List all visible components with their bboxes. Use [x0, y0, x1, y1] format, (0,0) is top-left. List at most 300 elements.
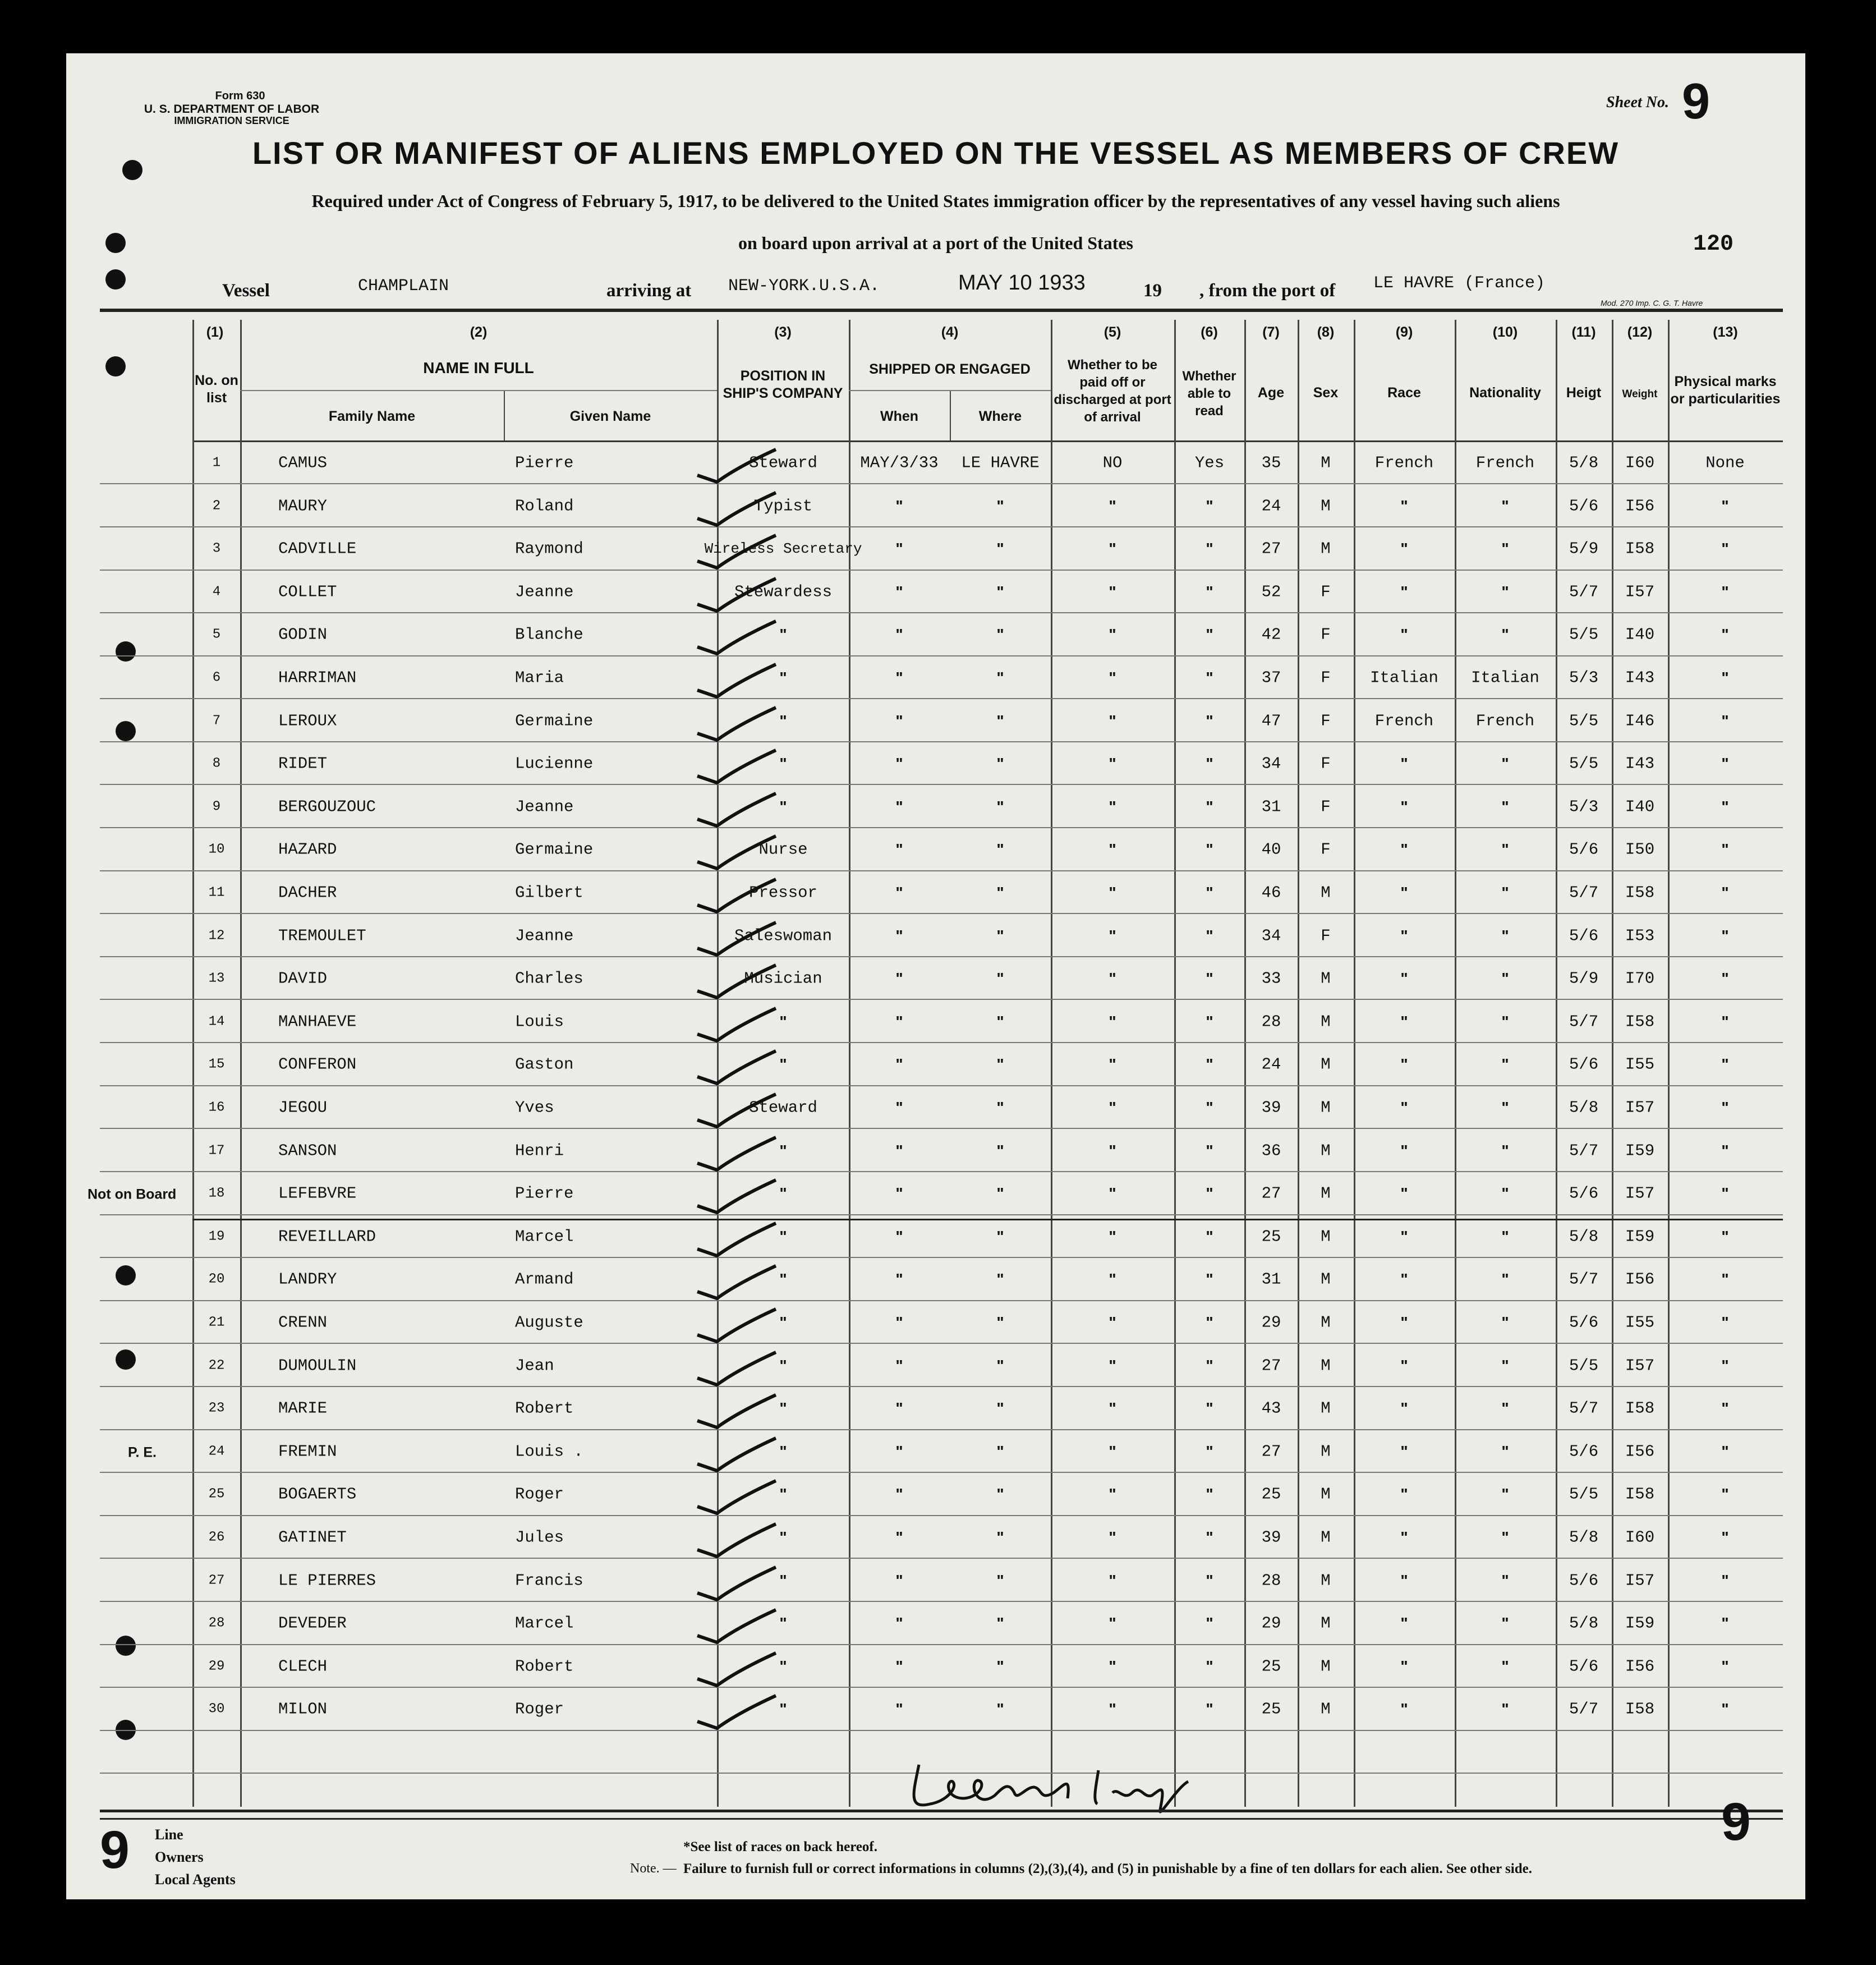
race: "	[1400, 1228, 1408, 1245]
nationality: "	[1501, 1700, 1509, 1718]
family-name: COLLET	[278, 582, 337, 602]
given-name: Jules	[515, 1528, 564, 1547]
col-family-name: Family Name	[328, 408, 416, 424]
weight: I53	[1625, 926, 1655, 945]
weight: I59	[1625, 1614, 1655, 1633]
col-marks: Physical marks or particularities	[1670, 374, 1781, 407]
paid-off: "	[1109, 1314, 1116, 1331]
punch-hole	[105, 356, 126, 377]
physical-marks: "	[1721, 1700, 1729, 1718]
height: 5/8	[1569, 1614, 1599, 1633]
family-name: MANHAEVE	[278, 1012, 357, 1031]
given-name: Jeanne	[515, 797, 574, 816]
row-number: 3	[212, 541, 221, 557]
col-sex: Sex	[1313, 385, 1339, 401]
shipped-when: "	[895, 1314, 903, 1331]
local-agents-label: Local Agents	[155, 1871, 236, 1888]
check-mark	[695, 1264, 779, 1303]
shipped-when: "	[895, 712, 903, 729]
row-rule	[100, 827, 1783, 828]
row-rule	[100, 741, 1783, 742]
col-8-number: (8)	[1317, 324, 1335, 340]
shipped-where: "	[996, 1658, 1004, 1675]
note-label: Note. —	[630, 1861, 677, 1876]
col-name-in-full: NAME IN FULL	[423, 359, 534, 377]
shipped-where: "	[996, 841, 1004, 858]
row-rule	[100, 698, 1783, 699]
form-number: Form 630	[215, 90, 265, 102]
nationality: "	[1501, 1314, 1509, 1331]
check-mark	[695, 1178, 779, 1217]
physical-marks: "	[1721, 1055, 1729, 1073]
age: 25	[1261, 1657, 1281, 1676]
age: 37	[1261, 668, 1281, 687]
race: French	[1374, 711, 1434, 731]
family-name: DAVID	[278, 969, 328, 988]
weight: I60	[1625, 453, 1655, 472]
able-to-read: "	[1206, 1658, 1213, 1675]
weight: I46	[1625, 711, 1655, 731]
shipped-where: "	[996, 1357, 1004, 1374]
age: 40	[1261, 840, 1281, 859]
able-to-read: "	[1206, 1142, 1213, 1159]
physical-marks: "	[1721, 927, 1729, 944]
shipped-when: MAY/3/33	[860, 453, 939, 472]
sheet-mark-left: 9	[100, 1820, 130, 1880]
row-number: 1	[212, 455, 221, 471]
sex: M	[1321, 1700, 1331, 1719]
family-name: FREMIN	[278, 1442, 337, 1461]
physical-marks: "	[1721, 626, 1729, 643]
check-mark	[695, 1608, 779, 1647]
shipped-where: "	[996, 1013, 1004, 1030]
shipped-where: "	[996, 1700, 1004, 1718]
check-mark	[695, 576, 779, 616]
col-9-number: (9)	[1395, 324, 1413, 340]
shipped-when: "	[895, 1658, 903, 1675]
shipped-when: "	[895, 1443, 903, 1460]
shipped-where: "	[996, 1528, 1004, 1546]
col-age: Age	[1257, 385, 1285, 401]
shipped-where: "	[996, 884, 1004, 901]
given-name: Gilbert	[515, 883, 583, 902]
sex: M	[1321, 539, 1331, 558]
age: 31	[1261, 1270, 1281, 1289]
sex: M	[1321, 1657, 1331, 1676]
sex: M	[1321, 1313, 1331, 1332]
race: "	[1400, 884, 1408, 901]
footer-rule-2	[100, 1818, 1783, 1820]
able-to-read: "	[1206, 1700, 1213, 1718]
col-10-number: (10)	[1492, 324, 1518, 340]
nationality: French	[1475, 453, 1535, 472]
able-to-read: Yes	[1194, 453, 1225, 472]
race: "	[1400, 927, 1408, 944]
owners-label: Owners	[155, 1849, 204, 1865]
weight: I58	[1625, 1700, 1655, 1719]
column-divider	[1298, 320, 1299, 1807]
col-where: Where	[978, 408, 1022, 424]
paid-off: "	[1109, 1443, 1116, 1460]
family-name: LEFEBVRE	[278, 1184, 357, 1203]
age: 27	[1261, 1442, 1281, 1461]
given-name: Robert	[515, 1399, 574, 1418]
able-to-read: "	[1206, 1270, 1213, 1288]
col-6-number: (6)	[1201, 324, 1218, 340]
position: "	[779, 1528, 787, 1546]
check-mark	[695, 748, 779, 787]
age: 25	[1261, 1485, 1281, 1504]
position: "	[779, 1658, 787, 1675]
age: 52	[1261, 582, 1281, 602]
paid-off: "	[1109, 583, 1116, 600]
race: "	[1400, 1314, 1408, 1331]
weight: I58	[1625, 1399, 1655, 1418]
subheader-rule	[240, 390, 717, 391]
row-rule	[100, 1472, 1783, 1473]
position: "	[779, 1013, 787, 1030]
position: "	[779, 1270, 787, 1288]
row-number: 24	[208, 1444, 225, 1459]
family-name: RIDET	[278, 754, 328, 773]
weight: I57	[1625, 1184, 1655, 1203]
shipped-where: "	[996, 798, 1004, 815]
row-number: 29	[208, 1659, 225, 1674]
given-name: Marcel	[515, 1227, 574, 1246]
nationality: Italian	[1471, 668, 1539, 687]
row-rule	[100, 655, 1783, 656]
check-mark	[695, 705, 779, 745]
weight: I40	[1625, 797, 1655, 816]
sheet-number: 9	[1682, 74, 1711, 130]
sex: F	[1321, 840, 1331, 859]
family-name: TREMOULET	[278, 926, 366, 945]
shipped-where: "	[996, 970, 1004, 987]
position: "	[779, 1614, 787, 1632]
year-label: 19	[1143, 281, 1162, 301]
height: 5/7	[1569, 1399, 1599, 1418]
weight: I57	[1625, 1356, 1655, 1375]
shipped-where: "	[996, 712, 1004, 729]
able-to-read: "	[1206, 712, 1213, 729]
weight: I58	[1625, 1485, 1655, 1504]
shipped-when: "	[895, 1270, 903, 1288]
row-rule	[100, 784, 1783, 785]
age: 28	[1261, 1012, 1281, 1031]
nationality: "	[1501, 1357, 1509, 1374]
shipped-when: "	[895, 1184, 903, 1202]
row-rule	[100, 870, 1783, 871]
shipped-when: "	[895, 1399, 903, 1417]
row-number: 8	[212, 756, 221, 772]
age: 35	[1261, 453, 1281, 472]
paid-off: "	[1109, 1614, 1116, 1632]
able-to-read: "	[1206, 927, 1213, 944]
punch-hole	[116, 1636, 136, 1656]
shipped-where: "	[996, 1270, 1004, 1288]
paid-off: "	[1109, 497, 1116, 515]
weight: I57	[1625, 582, 1655, 602]
age: 28	[1261, 1571, 1281, 1590]
paid-off: "	[1109, 1528, 1116, 1546]
able-to-read: "	[1206, 1314, 1213, 1331]
height: 5/6	[1569, 1571, 1599, 1590]
shipped-where: "	[996, 927, 1004, 944]
check-mark	[695, 1221, 779, 1260]
nationality: "	[1501, 798, 1509, 815]
paid-off: "	[1109, 669, 1116, 686]
physical-marks: "	[1721, 1142, 1729, 1159]
check-mark	[695, 963, 779, 1002]
family-name: DACHER	[278, 883, 337, 902]
position: Typist	[753, 497, 813, 516]
position: "	[779, 1485, 787, 1503]
race: "	[1400, 626, 1408, 643]
family-name: GATINET	[278, 1528, 347, 1547]
shipped-when: "	[895, 1099, 903, 1116]
race: "	[1400, 798, 1408, 815]
col-height: Heigt	[1566, 385, 1602, 401]
page-number: 120	[1693, 232, 1734, 257]
sex: M	[1321, 1098, 1331, 1117]
given-name: Henri	[515, 1141, 564, 1160]
race: "	[1400, 970, 1408, 987]
shipped-when: "	[895, 798, 903, 815]
check-mark	[695, 619, 779, 658]
able-to-read: "	[1206, 798, 1213, 815]
height: 5/7	[1569, 883, 1599, 902]
row-margin-note: Not on Board	[88, 1186, 177, 1202]
sex: M	[1321, 1270, 1331, 1289]
paid-off: "	[1109, 755, 1116, 772]
paid-off: "	[1109, 1228, 1116, 1245]
family-name: LE PIERRES	[278, 1571, 376, 1590]
given-name: Jean	[515, 1356, 554, 1375]
shipped-where: "	[996, 1142, 1004, 1159]
form-title: LIST OR MANIFEST OF ALIENS EMPLOYED ON THE VESSEL AS MEMBERS OF CREW	[252, 135, 1620, 171]
row-rule	[100, 956, 1783, 957]
family-name: MILON	[278, 1700, 328, 1719]
able-to-read: "	[1206, 1228, 1213, 1245]
height: 5/6	[1569, 926, 1599, 945]
sex: M	[1321, 969, 1331, 988]
shipped-where: "	[996, 1485, 1004, 1503]
physical-marks: "	[1721, 798, 1729, 815]
column-divider	[1354, 320, 1355, 1807]
row-rule	[100, 1515, 1783, 1516]
given-name: Jeanne	[515, 926, 574, 945]
paid-off: "	[1109, 841, 1116, 858]
height: 5/6	[1569, 1184, 1599, 1203]
age: 46	[1261, 883, 1281, 902]
shipped-where: "	[996, 497, 1004, 515]
row-18-strikethrough	[192, 1219, 1783, 1220]
family-name: CLECH	[278, 1657, 328, 1676]
paid-off: "	[1109, 1184, 1116, 1202]
nationality: "	[1501, 497, 1509, 515]
position: "	[779, 798, 787, 815]
physical-marks: "	[1721, 669, 1729, 686]
nationality: "	[1501, 583, 1509, 600]
race: "	[1400, 1700, 1408, 1718]
sex: M	[1321, 883, 1331, 902]
shipped-where: "	[996, 1443, 1004, 1460]
age: 29	[1261, 1313, 1281, 1332]
physical-marks: "	[1721, 1099, 1729, 1116]
row-rule	[100, 1558, 1783, 1559]
paid-off: "	[1109, 1055, 1116, 1073]
shipped-when: "	[895, 1528, 903, 1546]
race: French	[1374, 453, 1434, 472]
height: 5/9	[1569, 969, 1599, 988]
position: "	[779, 669, 787, 686]
weight: I59	[1625, 1141, 1655, 1160]
weight: I56	[1625, 1657, 1655, 1676]
family-name: HARRIMAN	[278, 668, 357, 687]
sex: M	[1321, 453, 1331, 472]
able-to-read: "	[1206, 841, 1213, 858]
check-mark	[695, 1651, 779, 1690]
height: 5/8	[1569, 1528, 1599, 1547]
row-number: 14	[208, 1014, 225, 1030]
col-position: POSITION IN SHIP'S COMPANY	[723, 368, 843, 401]
able-to-read: "	[1206, 1013, 1213, 1030]
shipped-when: "	[895, 1485, 903, 1503]
race: "	[1400, 1099, 1408, 1116]
paid-off: "	[1109, 1399, 1116, 1417]
weight: I56	[1625, 1442, 1655, 1461]
nationality: "	[1501, 540, 1509, 557]
weight: I43	[1625, 668, 1655, 687]
col-5-number: (5)	[1103, 324, 1121, 340]
col-3-number: (3)	[774, 324, 792, 340]
punch-hole	[105, 269, 126, 290]
column-divider	[1455, 320, 1456, 1807]
check-mark	[695, 662, 779, 701]
row-number: 18	[208, 1186, 225, 1201]
row-number: 2	[212, 498, 221, 514]
able-to-read: "	[1206, 1357, 1213, 1374]
manifest-sheet	[66, 53, 1805, 1899]
able-to-read: "	[1206, 755, 1213, 772]
row-rule	[100, 570, 1783, 571]
shipped-where: "	[996, 583, 1004, 600]
age: 34	[1261, 754, 1281, 773]
check-mark	[695, 1092, 779, 1131]
given-name: Charles	[515, 969, 583, 988]
physical-marks: "	[1721, 540, 1729, 557]
nationality: "	[1501, 1184, 1509, 1202]
row-number: 4	[212, 584, 221, 600]
sex: F	[1321, 711, 1331, 731]
nationality: "	[1501, 841, 1509, 858]
row-number: 7	[212, 713, 221, 729]
col-11-number: (11)	[1571, 324, 1596, 340]
given-name: Maria	[515, 668, 564, 687]
nationality: "	[1501, 1399, 1509, 1417]
family-name: SANSON	[278, 1141, 337, 1160]
shipped-when: "	[895, 1055, 903, 1073]
row-number: 13	[208, 971, 225, 986]
check-mark	[695, 1006, 779, 1045]
row-number: 17	[208, 1143, 225, 1159]
age: 27	[1261, 1356, 1281, 1375]
family-name: CRENN	[278, 1313, 328, 1332]
sex: F	[1321, 625, 1331, 644]
shipped-where: "	[996, 1572, 1004, 1589]
row-number: 16	[208, 1100, 225, 1115]
height: 5/6	[1569, 1313, 1599, 1332]
physical-marks: "	[1721, 1572, 1729, 1589]
line-label: Line	[155, 1826, 183, 1843]
note-text: Failure to furnish full or correct informations in columns (2),(3),(4), and (5) in punishable by a fine of ten dollars for each alien. See other side.	[683, 1861, 1532, 1876]
row-rule	[100, 1042, 1783, 1043]
check-mark	[695, 490, 779, 530]
nationality: "	[1501, 1528, 1509, 1546]
paid-off: "	[1109, 712, 1116, 729]
age: 27	[1261, 1184, 1281, 1203]
punch-hole	[116, 641, 136, 662]
row-number: 15	[208, 1057, 225, 1072]
paid-off: "	[1109, 1572, 1116, 1589]
family-name: BERGOUZOUC	[278, 797, 376, 816]
weight: I40	[1625, 625, 1655, 644]
shipped-when: "	[895, 626, 903, 643]
paid-off: "	[1109, 540, 1116, 557]
able-to-read: "	[1206, 1614, 1213, 1632]
shipped-when: "	[895, 540, 903, 557]
family-name: CONFERON	[278, 1055, 357, 1074]
row-rule	[100, 612, 1783, 613]
height: 5/7	[1569, 1012, 1599, 1031]
row-number: 26	[208, 1530, 225, 1545]
age: 24	[1261, 1055, 1281, 1074]
sex: M	[1321, 1227, 1331, 1246]
check-mark	[695, 920, 779, 959]
weight: I50	[1625, 840, 1655, 859]
weight: I60	[1625, 1528, 1655, 1547]
row-rule	[100, 1730, 1783, 1731]
given-name: Germaine	[515, 711, 594, 731]
row-margin-note: P. E.	[128, 1444, 157, 1461]
height: 5/7	[1569, 582, 1599, 602]
column-divider	[1612, 320, 1613, 1807]
nationality: "	[1501, 755, 1509, 772]
height: 5/5	[1569, 1485, 1599, 1504]
col-7-number: (7)	[1262, 324, 1280, 340]
able-to-read: "	[1206, 540, 1213, 557]
able-to-read: "	[1206, 1055, 1213, 1073]
shipped-when: "	[895, 1013, 903, 1030]
check-mark	[695, 834, 779, 873]
physical-marks: "	[1721, 1357, 1729, 1374]
position: "	[779, 1357, 787, 1374]
physical-marks: "	[1721, 1184, 1729, 1202]
race: "	[1400, 540, 1408, 557]
race: Italian	[1370, 668, 1438, 687]
shipped-where: "	[996, 669, 1004, 686]
height: 5/5	[1569, 711, 1599, 731]
race: "	[1400, 755, 1408, 772]
row-rule	[100, 1085, 1783, 1086]
row-number: 9	[212, 799, 221, 815]
position: "	[779, 1572, 787, 1589]
row-rule	[100, 1257, 1783, 1258]
row-number: 10	[208, 842, 225, 857]
position: "	[779, 1314, 787, 1331]
weight: I56	[1625, 497, 1655, 516]
height: 5/6	[1569, 1442, 1599, 1461]
